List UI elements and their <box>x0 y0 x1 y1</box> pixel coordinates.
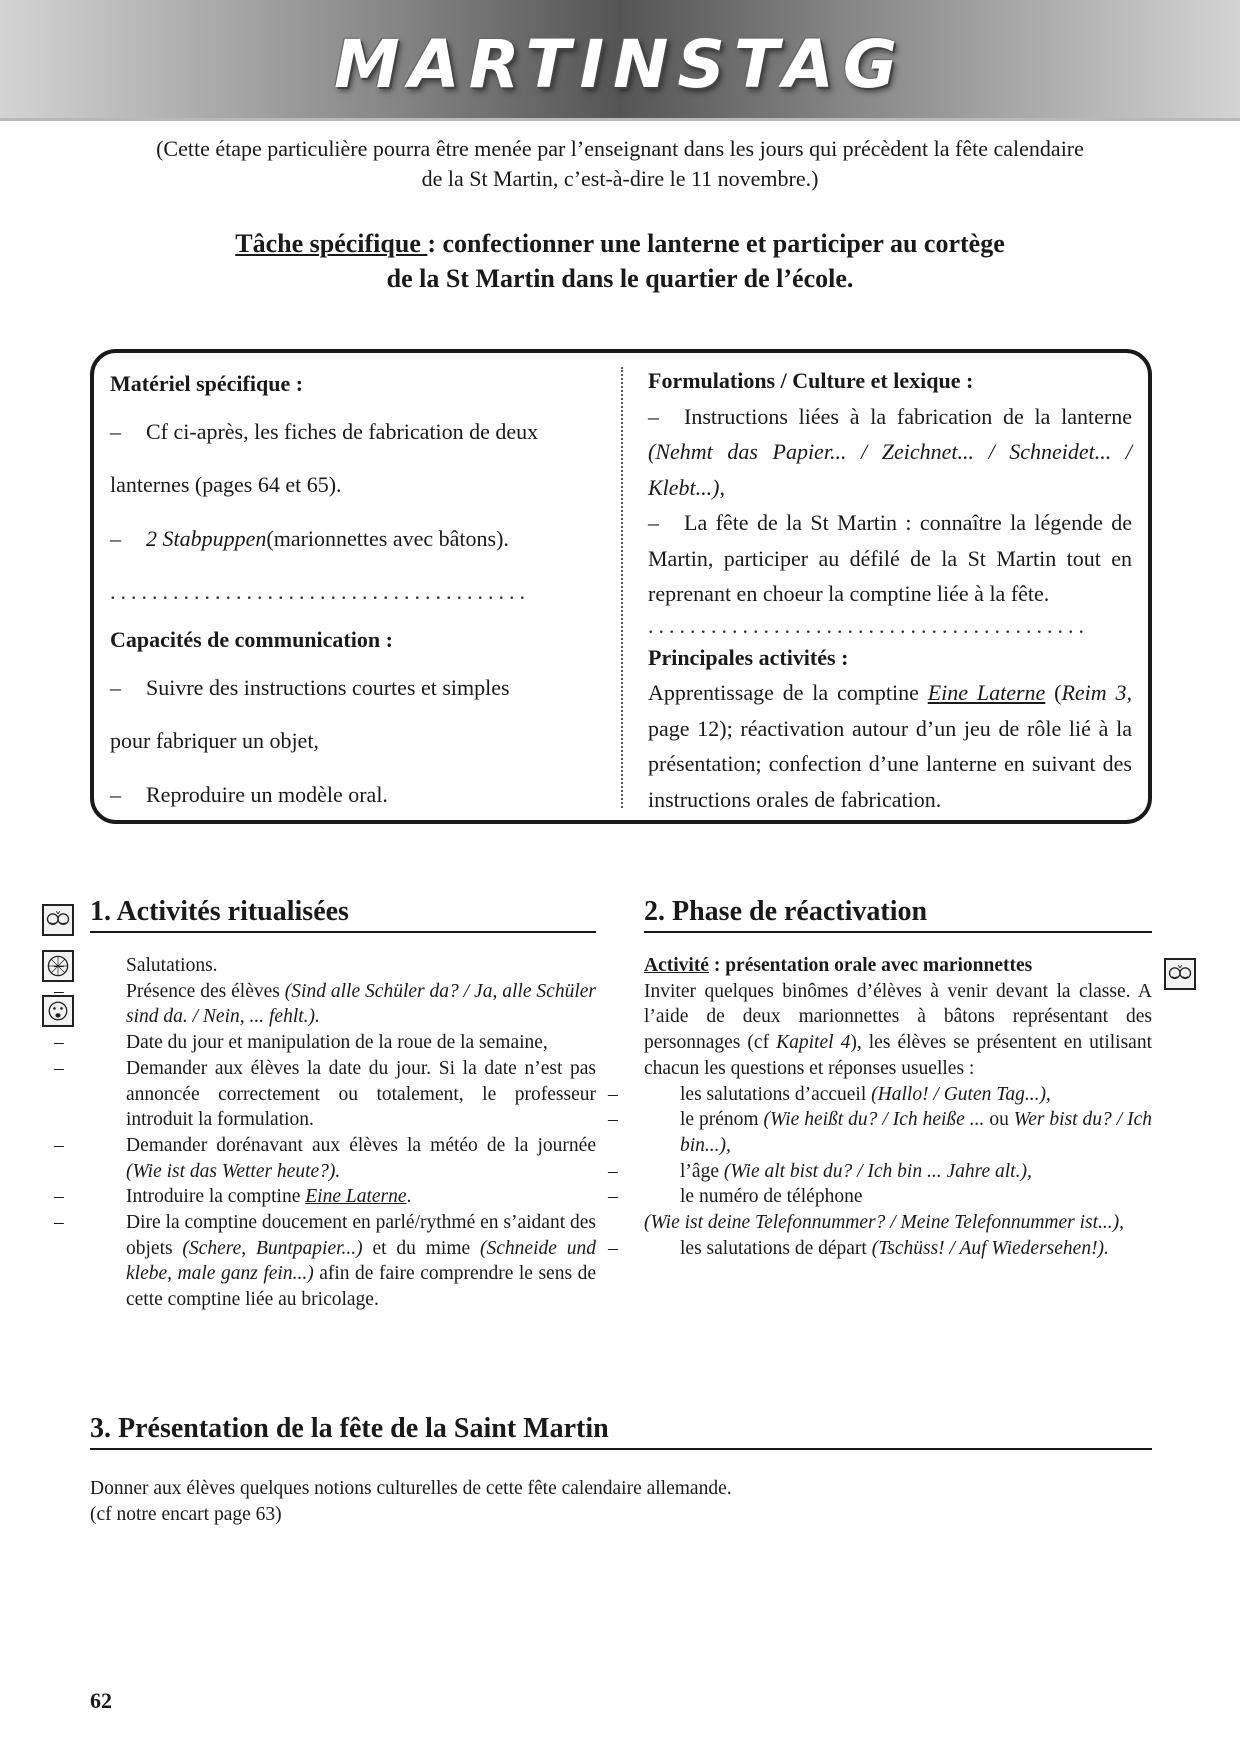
materiel-item-1-cont: lanternes (pages 64 et 65). <box>110 472 342 498</box>
list-item: – Salutations. <box>54 955 218 976</box>
section-2-intro: Inviter quelques binômes d’élèves à venir devant la classe. A l’aide de deux marionnettes à bâtons représentant des personnages (cf Kapitel 4), les élèves se présentent en utilisant chacun les questions et réponses usuelles : <box>644 980 1152 1079</box>
capacites-item-2: – Reproduire un modèle oral. <box>110 781 388 807</box>
section-3-title: 3. Présentation de la fête de la Saint Martin <box>90 1412 1152 1450</box>
summary-left-column <box>110 363 613 822</box>
summary-box <box>90 349 1152 824</box>
list-item: – Demander dorénavant aux élèves la météo de la journée (Wie ist das Wetter heute?). <box>54 1134 596 1182</box>
activites-text: Apprentissage de la comptine Eine Laterne (Reim 3, page 12); réactivation autour d’un jeu de rôle lié à la présentation; confection d’une lanterne en suivant des instructions orales de fabrication. <box>648 680 1133 812</box>
list-item: – les salutations de départ (Tschüss! / Auf Wiedersehen!). <box>608 1237 1109 1259</box>
section-2-body <box>608 953 1153 1261</box>
section-3-line-1: Donner aux élèves quelques notions culturelles de cette fête calendaire allemande. <box>90 1478 732 1499</box>
activites-heading: Principales activités : <box>648 644 849 670</box>
section-3-line-2: (cf notre encart page 63) <box>90 1503 282 1525</box>
list-item: – Introduire la comptine Eine Laterne. <box>54 1186 412 1208</box>
task-line-1: : confectionner une lanterne et participer au cortège <box>427 229 1005 258</box>
talking-faces-icon <box>1164 958 1196 990</box>
intro-line-2: de la St Martin, c’est-à-dire le 11 novembre.) <box>421 166 819 191</box>
list-item: – le numéro de téléphone <box>608 1186 863 1208</box>
list-item: – Présence des élèves (Sind alle Schüler da? / Ja, alle Schüler sind da. / Nein, ... fehlt.). <box>54 980 596 1028</box>
page-title: MARTINSTAG <box>333 26 907 103</box>
list-item: – Dire la comptine doucement en parlé/rythmé en s’aidant des objets (Schere, Buntpapier...) et du mime (Schneide und klebe, male ganz fein...) afin de faire comprendre le sens de cette comptine liée au bricolage. <box>54 1212 596 1311</box>
intro-text <box>90 134 1150 194</box>
section-1-body <box>54 953 596 1313</box>
list-item: – l’âge (Wie alt bist du? / Ich bin ... Jahre alt.), <box>608 1160 1032 1182</box>
section-3-body <box>90 1476 1152 1527</box>
title-banner <box>0 0 1240 121</box>
talking-faces-icon <box>42 904 74 936</box>
activite-heading: Activité : présentation orale avec marionnettes <box>644 955 1033 976</box>
section-2-title: 2. Phase de réactivation <box>644 895 1152 933</box>
materiel-item-1: – Cf ci-après, les fiches de fabrication de deux <box>110 418 539 444</box>
capacites-item-1-cont: pour fabriquer un objet, <box>110 728 319 754</box>
task-heading <box>90 226 1150 296</box>
formulations-item-2: – La fête de la St Martin : connaître la légende de Martin, participer au défilé de la St Martin tout en reprenant en choeur la comptine liée à la fête. <box>648 510 1132 606</box>
list-item: – les salutations d’accueil (Hallo! / Guten Tag...), <box>608 1083 1051 1105</box>
formulations-item-1: – Instructions liées à la fabrication de la lanterne (Nehmt das Papier... / Zeichnet... / Schneidet... / Klebt...), <box>648 403 1132 500</box>
task-label: Tâche spécifique <box>235 229 428 258</box>
capacites-item-1: – Suivre des instructions courtes et simples <box>110 674 510 700</box>
dotted-separator: ........................................ <box>110 579 530 605</box>
list-item: – le prénom (Wie heißt du? / Ich heiße ... ou Wer bist du? / Ich bin...), <box>608 1109 1153 1156</box>
section-1-title: 1. Activités ritualisées <box>90 895 596 933</box>
intro-line-1: (Cette étape particulière pourra être menée par l’enseignant dans les jours qui précèdent la fête calendaire <box>156 136 1084 161</box>
capacites-heading: Capacités de communication : <box>110 627 393 652</box>
column-divider <box>621 367 623 808</box>
summary-right-column <box>648 363 1132 817</box>
list-item-cont: (Wie ist deine Telefonnummer? / Meine Telefonnummer ist...), <box>644 1212 1125 1234</box>
dotted-separator: .......................................... <box>648 612 1089 638</box>
list-item: – Date du jour et manipulation de la roue de la semaine, <box>54 1032 548 1054</box>
materiel-item-2: – 2 Stabpuppen (marionnettes avec bâtons). <box>110 525 509 551</box>
materiel-heading: Matériel spécifique : <box>110 371 304 396</box>
task-line-2: de la St Martin dans le quartier de l’école. <box>386 264 854 293</box>
formulations-heading: Formulations / Culture et lexique : <box>648 368 974 393</box>
page-number: 62 <box>90 1688 112 1713</box>
list-item: – Demander aux élèves la date du jour. Si la date n’est pas annoncée correctement ou totalement, le professeur introduit la formulation. <box>54 1057 596 1131</box>
